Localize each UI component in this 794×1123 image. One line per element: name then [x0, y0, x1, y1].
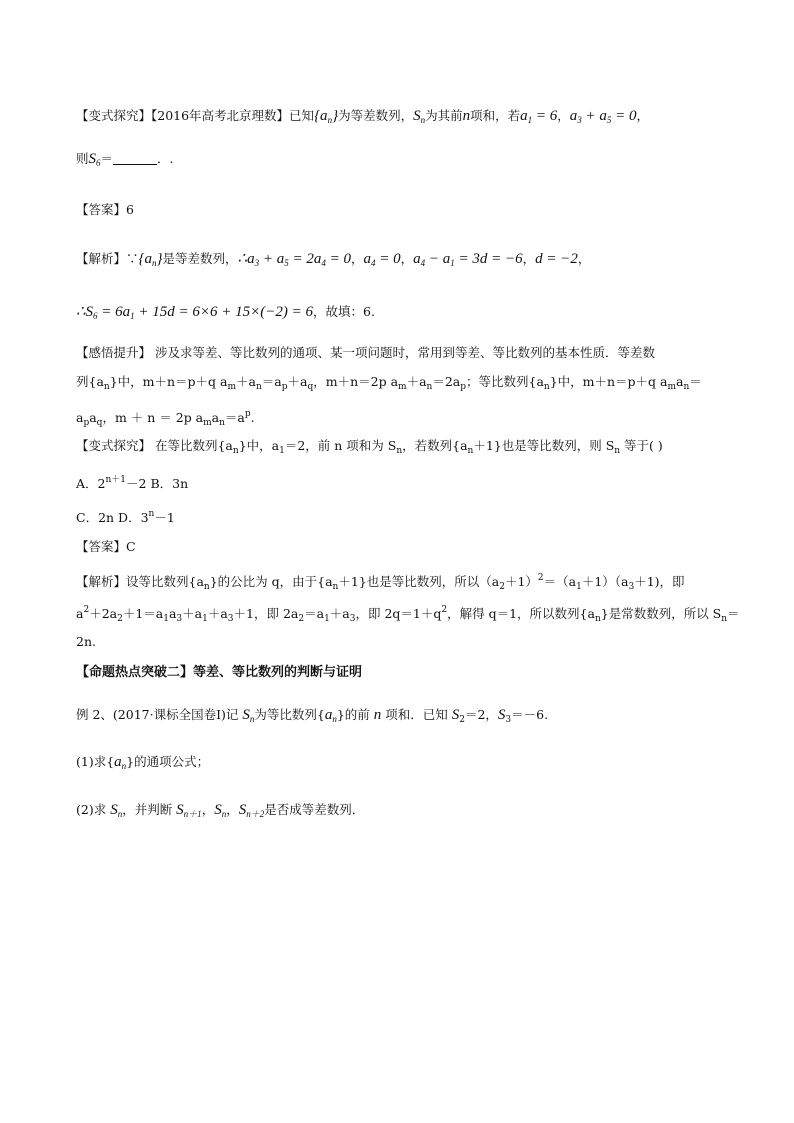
- example2-part2: (2)求 $S_n$，并判断 $S_{n+1}$，$S_n$，$S_{n+2}$是否成等差数列．: [76, 802, 365, 819]
- insight-line2: 列$\{a_n\}$中，m＋n＝p＋q $a_m+a_n=a_p+a_q$，m＋n＝2p $a_m+a_n=2a_p$；等比数列$\{a_n\}$中，m＋n＝p＋q $a_ma_n=$: [76, 374, 702, 392]
- explanation2-line2: $a^2+2a_2+1=a_1a_3+a_1+a_3+1$，即 $2a_2=a_1+a_3$，即 $2q=1+q^2$，解得 q＝1，所以数列$\{a_n\}$是常数数列，所以 $S_n=$: [76, 605, 740, 624]
- question2-line1: 【变式探究】 在等比数列$\{a_n\}$中，$a_1=2$，前 n 项和为 $S_n$，若数列$\{a_n+1\}$也是等比数列，则 $S_n$ 等于( ): [76, 438, 663, 456]
- answer2: 【答案】C: [76, 539, 136, 554]
- question1-line2: 则$S_6=$ ．.: [76, 151, 174, 168]
- section-heading: 【命题热点突破二】等差、等比数列的判断与证明: [76, 665, 363, 680]
- insight-line3: $a_pa_q$，m ＋ n ＝ 2p $a_ma_n=a^p$.: [76, 409, 255, 428]
- explanation1-line2: $\therefore S_6 = 6a_1 + 15d = 6\times 6 + 15\times(-2) = 6$，故填：6.: [76, 304, 375, 321]
- answer1: 【答案】6: [76, 202, 134, 217]
- example2-line: 例 2、(2017·课标全国卷Ⅰ)记 $S_n$为等比数列$\{a_n\}$的前 n 项和．已知 $S_2=2$，$S_3=-6$.: [76, 707, 549, 725]
- question2-option-cd: C．2n D．$3^n-1$: [76, 509, 175, 525]
- explanation1-line1: 【解析】$\because\{a_n\}$是等差数列，$\therefore a_3 + a_5 = 2a_4 = 0$，$a_4 = 0$，$a_4 - a_1 = 3d = -6$，d = −2，: [76, 251, 591, 268]
- answer-blank: [113, 152, 157, 165]
- question2-option-ab: A．$2^{n+1}-2$ B．3n: [76, 475, 189, 491]
- explanation2-line3: 2n.: [76, 634, 96, 649]
- explanation2-line1: 【解析】设等比数列$\{a_n\}$的公比为 q，由于$\{a_n+1\}$也是等比数列，所以$(a_2+1)^2=(a_1+1)(a_3+1)$，即: [76, 573, 685, 592]
- insight-line1: 【感悟提升】 涉及求等差、等比数列的通项、某一项问题时，常用到等差、等比数列的基本性质．等差数: [76, 345, 655, 360]
- example2-part1: (1)求$\{a_n\}$的通项公式；: [76, 754, 210, 771]
- question1-line1: 【变式探究】【2016年高考北京理数】已知$\{a_n\}$为等差数列，$S_n$为其前n项和，若$a_1 = 6$，$a_3 + a_5 = 0$，: [76, 108, 650, 125]
